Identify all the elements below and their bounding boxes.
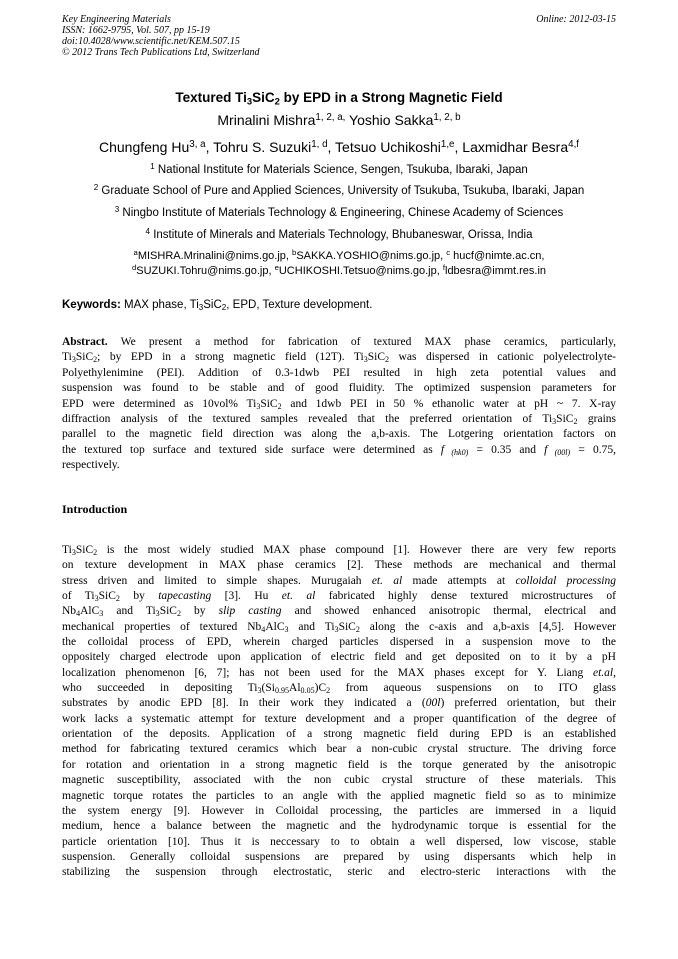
introduction-line — [62, 819, 616, 834]
abstract-line: Polyethylenimine (PEI). Addition of 0.3-1dwb PEI resulted in high zeta potential values and — [62, 366, 616, 379]
doi: doi:10.4028/www.scientific.net/KEM.507.15 — [62, 36, 240, 47]
author-name: , Tetsuo Uchikoshi — [327, 139, 441, 155]
author-sup: 1,e — [440, 139, 455, 151]
introduction-line — [62, 589, 616, 604]
introduction-line — [62, 558, 616, 573]
introduction-line — [62, 742, 616, 757]
intro-sub: 4 — [261, 624, 266, 634]
online-date: Online: 2012-03-15 — [536, 14, 616, 25]
keywords-text: MAX phase, Ti — [120, 299, 199, 311]
title-sub: 2 — [274, 96, 280, 108]
introduction-line — [62, 696, 616, 711]
abstract-sub: (00l) — [547, 447, 571, 457]
journal-header — [62, 14, 260, 58]
abstract-sub: 3 — [71, 355, 76, 365]
email-sup: c — [446, 248, 451, 258]
introduction-line — [62, 835, 616, 850]
author-name: Chungfeng Hu — [98, 139, 190, 155]
intro-text: magnetic susceptibility, associated with the non cubic crystal structure of these materials. This — [62, 774, 616, 787]
email-sup: e — [274, 263, 279, 273]
introduction-line — [62, 727, 616, 742]
introduction-line — [62, 681, 616, 696]
email-address[interactable]: MISHRA.Mrinalini@nims.go.jp, — [137, 250, 293, 262]
abstract-italic: f — [544, 443, 548, 456]
intro-sub: 3 — [99, 609, 104, 619]
author-line-1 — [40, 112, 638, 128]
abstract-text: SiC — [260, 397, 278, 410]
affiliation-3 — [40, 204, 638, 219]
abstract-sub: 3 — [256, 401, 261, 411]
introduction-line — [62, 712, 616, 727]
author-sup: 1, 2, a, — [315, 112, 346, 124]
intro-sub: 2 — [115, 594, 120, 604]
intro-text: work lacks a systematic attempt for texture development and a proper quantification of the degree of — [62, 712, 616, 725]
intro-text: localization phenomenon [6, 7]; has not been used for the MAX phases except for Y. Liang — [62, 666, 593, 679]
intro-text: for rotation and orientation in a strong magnetic field is the torque generated by the anisotropic — [62, 758, 616, 771]
author-name: , Tohru S. Suzuki — [205, 139, 312, 155]
intro-sub: 2 — [326, 686, 331, 696]
title-part: SiC — [252, 90, 275, 105]
affiliation-text: Graduate School of Pure and Applied Sciences, University of Tsukuba, Tsukuba, Ibaraki, Japan — [101, 185, 585, 197]
intro-text: method for fabricating textured ceramics which bear a non-cubic crystal structure. The driving force — [62, 743, 616, 756]
abstract-text: = 0.75, — [570, 443, 616, 456]
keywords-text: SiC — [203, 299, 222, 311]
intro-text: fabricated highly dense textured microstructures of — [315, 590, 617, 603]
abstract-text: = 0.35 and — [468, 443, 545, 456]
intro-text: Al — [289, 682, 301, 695]
author-sup: 1, 2, b — [433, 112, 461, 124]
introduction-line — [62, 635, 616, 650]
abstract-text: EPD were determined as 10vol% Ti — [62, 397, 257, 410]
abstract — [62, 335, 616, 474]
abstract-sub: 3 — [552, 417, 557, 427]
affiliation-num: 2 — [93, 182, 99, 192]
intro-sub: 3 — [94, 594, 99, 604]
intro-sub: 3 — [155, 609, 160, 619]
author-line-2 — [40, 139, 638, 155]
abstract-line — [62, 397, 616, 412]
intro-sub: 4 — [76, 609, 81, 619]
intro-text: particle orientation [10]. Thus it is neccessary to to obtain a well dispersed, low viscose, stable — [62, 835, 616, 848]
keywords — [62, 299, 372, 311]
abstract-line — [62, 335, 616, 350]
author-sup: 3, a — [189, 139, 206, 151]
intro-text: and showed enhanced anisotropic thermal, electrical and — [281, 605, 616, 618]
keywords-label: Keywords: — [62, 299, 121, 311]
intro-text: the colloidal process of EPD, wherein charged particles dispersed in a suspension move to the — [62, 636, 616, 649]
copyright: © 2012 Trans Tech Publications Ltd, Switzerland — [62, 47, 260, 58]
intro-text: mechanical properties of textured Nb — [62, 620, 262, 633]
abstract-text: SiC — [75, 351, 94, 364]
intro-text: AlC — [80, 605, 100, 618]
email-address[interactable]: ldbesra@immt.res.in — [445, 265, 547, 277]
abstract-text: SiC — [556, 413, 574, 426]
abstract-text: the textured top surface and textured side surface were determined as — [62, 443, 441, 456]
intro-text: and Ti — [288, 620, 335, 633]
affiliation-4 — [40, 226, 638, 241]
title-sub: 3 — [246, 96, 253, 108]
intro-sub: 3 — [71, 548, 76, 557]
intro-text: and Ti — [103, 605, 156, 618]
intro-italic: tapecasting — [158, 590, 212, 603]
intro-text: substrates by anodic EPD [8]. In their work they indicated a ( — [62, 697, 426, 710]
abstract-line: suspension was found to be stable and of good fluidity. The optimized suspension parameters for — [62, 382, 616, 395]
introduction-line — [62, 650, 616, 665]
abstract-text: diffraction analysis of the textured samples revealed that the preferred orientation of Ti — [62, 413, 553, 426]
intro-text: oppositely charged electrode upon application of electric field and get deposited on to it by a pH — [62, 651, 616, 664]
intro-text: the system energy [9]. However in Colloidal processing, the particles are immersed in a liquid — [62, 804, 616, 817]
email-sup: b — [292, 248, 297, 258]
intro-text: SiC — [338, 620, 356, 633]
abstract-sub: 2 — [93, 355, 98, 365]
intro-italic: et.al, — [593, 666, 616, 679]
intro-text: is the most widely studied MAX phase compound [1]. However there are very few reports — [97, 544, 616, 556]
intro-italic: 00l — [425, 697, 441, 710]
introduction-line — [62, 850, 616, 865]
introduction-line — [62, 789, 616, 804]
affiliation-num: 1 — [150, 161, 155, 171]
author-name: Yoshio Sakka — [345, 112, 434, 128]
intro-text: stabilizing the suspension through electrostatic, steric and electro-steric interactions with the — [62, 866, 616, 879]
abstract-sub: 2 — [385, 355, 390, 365]
abstract-text: was dispersed in cationic polyelectrolyte- — [389, 351, 617, 364]
intro-italic: et. al — [371, 574, 403, 587]
intro-text: suspension. Generally colloidal suspensions are prepared by using dispersants which help in — [62, 850, 616, 863]
intro-text: made attempts at — [402, 574, 516, 587]
intro-text: ) preferred orientation, but their — [440, 697, 616, 710]
intro-text: from aqueous suspensions on to ITO glass — [330, 682, 616, 695]
keywords-text: , EPD, Texture development. — [226, 299, 373, 311]
affiliation-text: Ningbo Institute of Materials Technology & Engineering, Chinese Academy of Sciences — [122, 207, 564, 219]
abstract-line — [62, 443, 616, 458]
email-address[interactable]: SAKKA.YOSHIO@nims.go.jp, — [296, 250, 447, 262]
introduction-line — [62, 604, 616, 619]
intro-sub: 3 — [257, 686, 262, 696]
introduction-line — [62, 773, 616, 788]
issn: ISSN: 1662-9795, Vol. 507, pp 15-19 — [62, 25, 210, 36]
abstract-sub: (hk0) — [444, 447, 469, 457]
abstract-line — [62, 412, 616, 427]
intro-text: on texture development in MAX phase ceramics [2]. These methods are mechanical and thermal — [62, 559, 616, 572]
introduction-line — [62, 804, 616, 819]
abstract-line: parallel to the magnetic field direction was along the a,b-axis. The Lotgering orientation factors on — [62, 428, 616, 441]
affiliation-text: Institute of Minerals and Materials Technology, Bhubaneswar, Orissa, India — [153, 229, 533, 241]
abstract-sub: 2 — [573, 417, 578, 427]
intro-text: who succeeded in depositing Ti — [62, 682, 258, 695]
author-sup: 4,f — [568, 139, 580, 151]
abstract-text: grains — [577, 413, 616, 426]
email-address[interactable]: hucf@nimte.ac.cn, — [450, 250, 545, 262]
intro-text: stress driven and limited to simple shapes. Murugaiah — [62, 574, 372, 587]
abstract-text: SiC — [367, 351, 386, 364]
author-name: , Laxmidhar Besra — [454, 139, 569, 155]
email-sup: f — [442, 263, 445, 273]
email-address[interactable]: SUZUKI.Tohru@nims.go.jp, — [136, 265, 275, 277]
introduction-line — [62, 865, 616, 880]
intro-sub: 3 — [284, 624, 289, 634]
abstract-line — [62, 350, 616, 365]
intro-text: by — [180, 605, 219, 618]
section-heading-introduction: Introduction — [62, 502, 128, 516]
abstract-line: respectively. — [62, 459, 120, 472]
affiliation-num: 3 — [114, 204, 120, 214]
intro-text: SiC — [98, 590, 116, 603]
affiliation-2 — [40, 182, 638, 197]
intro-sub: 2 — [93, 548, 98, 557]
affiliation-num: 4 — [145, 226, 150, 236]
intro-text: Ti — [62, 544, 72, 556]
intro-italic: et. al — [281, 590, 316, 603]
introduction-line — [62, 543, 616, 558]
intro-text: AlC — [265, 620, 285, 633]
affiliation-1 — [40, 161, 638, 176]
email-line-1 — [40, 250, 638, 262]
introduction-line — [62, 666, 616, 681]
intro-text: [3]. Hu — [211, 590, 282, 603]
intro-text: medium, hence a balance between the magnetic and the hydrodynamic torque is essential for the — [62, 820, 616, 833]
introduction-body — [62, 543, 616, 881]
intro-text: by — [119, 590, 159, 603]
intro-text: of Ti — [62, 590, 95, 603]
introduction-line — [62, 758, 616, 773]
introduction-line — [62, 574, 616, 589]
abstract-text: We present a method for fabrication of textured MAX phase ceramics, particularly, — [107, 336, 616, 348]
intro-text: (Si — [261, 682, 275, 695]
email-address[interactable]: UCHIKOSHI.Tetsuo@nims.go.jp, — [278, 265, 443, 277]
abstract-text: ; by EPD in a strong magnetic field (12T). Ti — [97, 351, 364, 364]
intro-text: magnetic torque rotates the particles to an angle with the applied magnetic field so as to minimize — [62, 789, 616, 802]
email-sup: d — [131, 263, 137, 273]
intro-text: orientation of the deposits. Application of a strong magnetic field during EPD is an established — [62, 728, 616, 741]
intro-sub: 0.95 — [274, 686, 290, 696]
abstract-text: Ti — [62, 351, 72, 364]
intro-italic: slip casting — [218, 605, 282, 618]
intro-text: along the c-axis and a,b-axis [4,5]. However — [359, 620, 617, 633]
email-line-2 — [40, 265, 638, 277]
paper-title — [62, 90, 616, 108]
abstract-text: and 1dwb PEI in 50 % ethanolic water at pH ~ 7. X-ray — [281, 397, 616, 410]
intro-text: Nb — [62, 605, 77, 618]
author-sup: 1, d — [311, 139, 328, 151]
keywords-sub: 2 — [221, 303, 227, 312]
abstract-sub: 3 — [363, 355, 368, 365]
keywords-sub: 3 — [198, 303, 204, 312]
intro-italic: colloidal processing — [515, 574, 616, 587]
intro-text: )C — [314, 682, 327, 695]
author-name: Mrinalini Mishra — [217, 112, 316, 128]
abstract-label: Abstract. — [62, 336, 108, 348]
abstract-sub: 2 — [277, 401, 282, 411]
intro-sub: 3 — [334, 624, 339, 634]
abstract-italic: f — [440, 443, 445, 456]
title-part: by EPD in a Strong Magnetic Field — [279, 90, 503, 105]
title-part: Textured Ti — [175, 90, 247, 105]
intro-sub: 0.05 — [300, 686, 315, 696]
affiliation-text: National Institute for Materials Science, Sengen, Tsukuba, Ibaraki, Japan — [157, 164, 528, 176]
intro-text: SiC — [75, 544, 94, 556]
intro-sub: 2 — [176, 609, 181, 619]
journal-name: Key Engineering Materials — [62, 14, 171, 25]
introduction-line — [62, 620, 616, 635]
intro-text: SiC — [159, 605, 177, 618]
email-sup: a — [133, 248, 138, 258]
intro-sub: 2 — [355, 624, 360, 634]
